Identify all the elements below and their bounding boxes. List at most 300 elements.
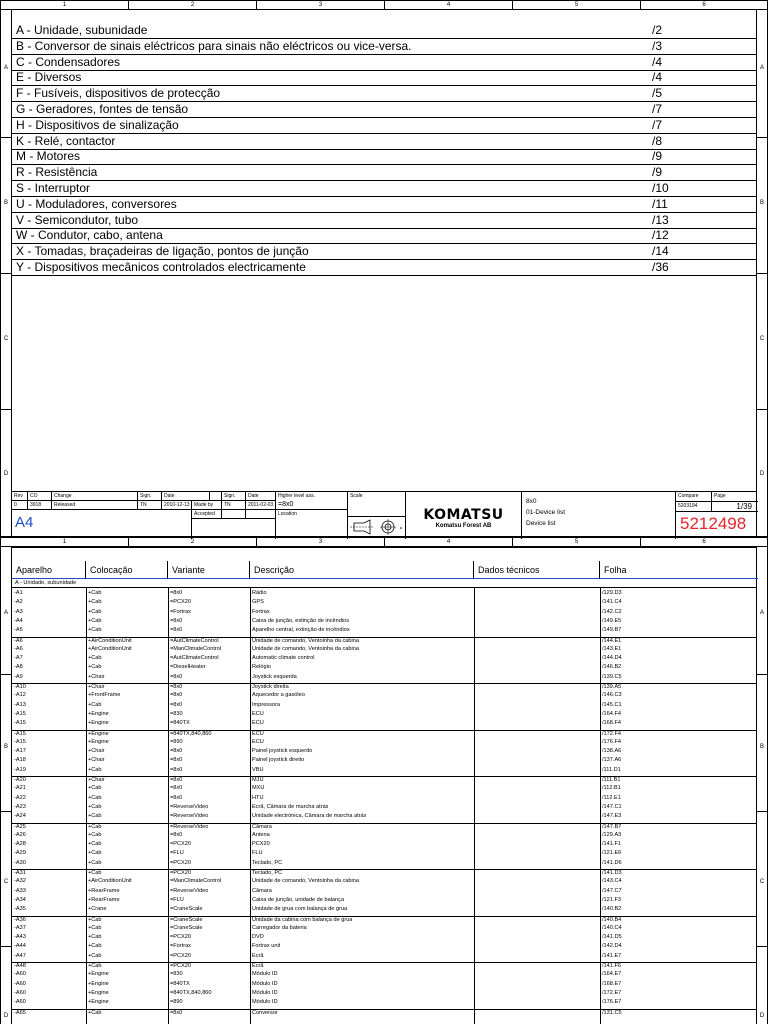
category-row xyxy=(12,55,756,71)
table-cell: -A28 xyxy=(14,841,26,848)
table-cell: =840TX xyxy=(170,980,190,987)
table-cell: Aparelho central, extinção de incêndios xyxy=(252,627,350,634)
accepted-label: Accepted xyxy=(192,510,222,519)
table-cell: -A7 xyxy=(14,655,23,662)
table-cell: -A34 xyxy=(14,896,26,903)
table-row xyxy=(12,813,756,821)
row-letter: D xyxy=(3,1013,9,1019)
category-page-ref: /4 xyxy=(652,70,663,85)
table-cell: +AirConditionUnit xyxy=(88,637,132,644)
table-cell: -A36 xyxy=(14,916,26,923)
table-cell: -A33 xyxy=(14,887,26,894)
table-cell: +FrontFrame xyxy=(88,692,121,699)
table-cell: /139.A5 xyxy=(602,684,622,690)
table-cell: -A20 xyxy=(14,777,26,783)
table-cell: -A25 xyxy=(14,823,26,830)
category-page-ref: /7 xyxy=(652,102,663,116)
rev-label: Rev xyxy=(12,492,28,501)
table-cell: Carregador da bateria xyxy=(252,924,307,931)
table-row xyxy=(12,627,756,635)
table-cell: -A35 xyxy=(14,906,26,913)
row-letter: C xyxy=(3,336,9,342)
category-label: S - Interruptor xyxy=(16,181,91,195)
table-cell: /141.D6 xyxy=(602,859,622,866)
column-number: 2 xyxy=(129,1,257,10)
table-row xyxy=(12,785,756,793)
table-cell: /112.E1 xyxy=(602,794,621,801)
sign2-label: Sign. xyxy=(222,492,246,501)
table-cell: =830 xyxy=(170,710,183,717)
table-cell: -A60 xyxy=(14,971,26,978)
category-row xyxy=(12,134,756,150)
table-cell: +Cab xyxy=(88,831,102,838)
table-cell: -A60 xyxy=(14,999,26,1006)
category-page-ref: /11 xyxy=(652,196,668,211)
table-row xyxy=(12,702,756,710)
table-cell: +Chair xyxy=(88,777,105,783)
table-cell: /141.F6 xyxy=(602,963,621,969)
table-cell: =PCX20 xyxy=(170,952,191,959)
table-cell: =CraneScale xyxy=(170,916,203,923)
category-page-ref: /9 xyxy=(652,165,663,180)
category-label: B - Conversor de sinais eléctricos para sinais não eléctricos ou vice-versa. xyxy=(16,38,412,53)
table-cell: -A15 xyxy=(14,720,26,727)
category-label: M - Motores xyxy=(16,149,81,164)
table-cell: -A60 xyxy=(14,989,26,996)
category-row xyxy=(12,165,756,181)
table-cell: Antena xyxy=(252,831,270,838)
table-cell: -A26 xyxy=(14,831,26,838)
table-cell: -A48 xyxy=(14,963,26,969)
table-cell: -A6 xyxy=(14,645,23,652)
table-cell: -A44 xyxy=(14,943,26,950)
category-row xyxy=(12,86,756,102)
table-row xyxy=(12,832,756,840)
table-cell: +AirConditionUnit xyxy=(88,645,132,652)
table-cell: /141.E7 xyxy=(602,952,622,959)
change-value: Released xyxy=(52,501,138,510)
header-variante: Variante xyxy=(168,561,250,579)
compare-label: Compare xyxy=(676,492,712,502)
column-number: 5 xyxy=(513,538,641,547)
table-cell: -A3 xyxy=(14,608,23,615)
table-cell: =8x0 xyxy=(170,831,183,838)
table-cell: -A9 xyxy=(14,673,23,680)
table-cell: Joystick esquerda xyxy=(252,673,297,680)
table-cell: +Cab xyxy=(88,813,102,820)
table-cell: Painel joystick direito xyxy=(252,757,305,764)
table-row xyxy=(12,599,756,607)
table-row xyxy=(12,757,756,765)
table-cell: -A60 xyxy=(14,980,26,987)
table-row xyxy=(12,664,756,672)
table-cell: Teclado, PC xyxy=(252,859,283,866)
table-cell: /137.A6 xyxy=(602,757,622,764)
section-title: A - Unidade, subunidade xyxy=(12,579,756,588)
table-cell: +Cab xyxy=(88,943,102,950)
table-cell: /172.E7 xyxy=(602,989,622,996)
table-cell: -A15 xyxy=(14,738,26,745)
table-row xyxy=(12,795,756,803)
table-cell: =ReverseVideo xyxy=(170,823,209,830)
table-cell: -A22 xyxy=(14,794,26,801)
table-row xyxy=(12,990,756,998)
table-cell: -A47 xyxy=(14,952,26,959)
column-number: 5 xyxy=(513,1,641,10)
blank-cell xyxy=(222,510,246,519)
header-descricao: Descrição xyxy=(250,561,474,579)
table-cell: /147.B7 xyxy=(602,823,622,830)
row-letter: A xyxy=(759,65,764,71)
table-cell: /142.C2 xyxy=(602,608,622,615)
table-cell: +Chair xyxy=(88,757,105,764)
table-cell: GPS xyxy=(252,599,264,606)
table-cell: /140.B2 xyxy=(602,906,622,913)
category-row xyxy=(12,102,756,118)
table-cell: +Engine xyxy=(88,720,109,727)
table-row xyxy=(12,609,756,617)
table-cell: +Crane xyxy=(88,906,107,913)
table-row xyxy=(12,953,756,961)
row-letter: D xyxy=(3,471,9,477)
category-label: F - Fusíveis, dispositivos de protecção xyxy=(16,86,221,101)
table-cell: /112.B1 xyxy=(602,785,621,792)
table-row xyxy=(12,906,756,914)
table-cell: /168.F4 xyxy=(602,720,621,727)
category-row xyxy=(12,213,756,229)
table-cell: =830 xyxy=(170,971,183,978)
table-cell: Conversor xyxy=(252,1009,278,1016)
column-number: 6 xyxy=(641,1,767,10)
table-cell: -A31 xyxy=(14,870,26,876)
sheet-1-frame xyxy=(11,10,757,537)
table-cell: /172.F4 xyxy=(602,730,621,737)
table-cell: =FLU xyxy=(170,896,184,903)
table-cell: +Engine xyxy=(88,971,109,978)
table-cell: Ecrã, Câmara de marcha atrás xyxy=(252,803,329,810)
table-cell: =CraneScale xyxy=(170,906,203,913)
made-by-label: Made by xyxy=(192,501,222,510)
title-line-3: Device list xyxy=(526,520,556,527)
title-line-1: 8x0 xyxy=(526,498,537,505)
table-cell: +Engine xyxy=(88,730,109,737)
table-cell: -A2 xyxy=(14,599,23,606)
category-label: X - Tomadas, braçadeiras de ligação, pontos de junção xyxy=(16,244,309,259)
table-cell: =Fortrax xyxy=(170,608,191,615)
table-cell: /144.E1 xyxy=(602,637,622,644)
table-cell: -A32 xyxy=(14,878,26,885)
table-row xyxy=(12,823,756,831)
scale-label: Scale xyxy=(348,492,406,516)
table-cell: =ManClimateControl xyxy=(170,645,222,652)
table-cell: =8x0 xyxy=(170,673,183,680)
table-cell: +Cab xyxy=(88,850,102,857)
table-cell: /164.F4 xyxy=(602,710,621,717)
table-cell: =PCX20 xyxy=(170,841,191,848)
table-cell: Fortrax xyxy=(252,608,270,615)
table-cell: +Cab xyxy=(88,1009,102,1016)
table-row xyxy=(12,637,756,645)
category-label: K - Relé, contactor xyxy=(16,133,116,148)
row-letter: B xyxy=(759,200,764,206)
table-cell: Caixa de junção, extinção de incêndios xyxy=(252,617,350,624)
table-cell: -A29 xyxy=(14,850,26,857)
table-row xyxy=(12,655,756,663)
table-cell: -A17 xyxy=(14,748,26,755)
table-cell: =8x0 xyxy=(170,590,183,596)
table-row xyxy=(12,925,756,933)
projection-symbol xyxy=(348,516,406,539)
table-cell: /176.F4 xyxy=(602,738,621,745)
table-cell: =8x0 xyxy=(170,684,183,690)
table-cell: /176.E7 xyxy=(602,999,622,1006)
row-letter: C xyxy=(759,336,765,342)
category-label: G - Geradores, fontes de tensão xyxy=(16,102,189,116)
category-row xyxy=(12,118,756,134)
table-cell: =PCX20 xyxy=(170,934,191,941)
table-cell: =ReverseVideo xyxy=(170,887,209,894)
sheet-2 xyxy=(0,537,768,1024)
table-cell: -A12 xyxy=(14,692,26,699)
table-cell: Câmara xyxy=(252,887,272,894)
column-number: 6 xyxy=(641,538,767,547)
table-row xyxy=(12,618,756,626)
table-cell: +Cab xyxy=(88,963,102,969)
table-cell: +Cab xyxy=(88,823,102,830)
table-cell: /140.B4 xyxy=(602,916,622,923)
table-cell: /142.D4 xyxy=(602,943,622,950)
category-row xyxy=(12,260,756,276)
table-cell: =PCX20 xyxy=(170,599,191,606)
table-row xyxy=(12,981,756,989)
table-cell: ECU xyxy=(252,710,264,717)
table-cell: +RearFrame xyxy=(88,896,120,903)
table-cell: -A6 xyxy=(14,637,23,644)
table-cell: +Cab xyxy=(88,859,102,866)
title-block xyxy=(12,491,756,538)
blank-cell xyxy=(210,492,222,501)
category-row xyxy=(12,23,756,39)
table-cell: =AutClimateControl xyxy=(170,655,219,662)
category-row xyxy=(12,197,756,213)
table-cell: +Cab xyxy=(88,952,102,959)
table-cell: Ecrã xyxy=(252,952,264,959)
category-page-ref: /3 xyxy=(652,38,663,53)
page-label: Page xyxy=(712,492,758,502)
table-cell: DVD xyxy=(252,934,264,941)
row-letter: C xyxy=(3,879,9,885)
made-by-value: TN xyxy=(222,501,246,510)
table-cell: +Cab xyxy=(88,841,102,848)
table-cell: Painel joystick esquerdo xyxy=(252,748,313,755)
third-angle-projection-icon xyxy=(350,517,406,537)
row-letter: D xyxy=(759,1013,765,1019)
higher-level-label: Higher level ass. xyxy=(276,492,348,501)
table-cell: =PCX20 xyxy=(170,963,191,969)
table-cell: FLU xyxy=(252,850,263,857)
table-cell: -A19 xyxy=(14,766,26,773)
table-cell: Unidade de grua com balança de grua xyxy=(252,906,348,913)
table-row xyxy=(12,683,756,691)
date2-label: Date xyxy=(246,492,276,501)
table-cell: +Cab xyxy=(88,627,102,634)
table-row xyxy=(12,888,756,896)
change-label: Change xyxy=(52,492,138,501)
table-row xyxy=(12,943,756,951)
table-row xyxy=(12,590,756,598)
table-row xyxy=(12,767,756,775)
table-cell: /144.D4 xyxy=(602,655,622,662)
table-cell: /141.F1 xyxy=(602,841,621,848)
table-cell: MXU xyxy=(252,785,265,792)
table-cell: Unidade de comando, Ventoinha da cabina xyxy=(252,878,359,885)
row-letter: A xyxy=(759,610,764,616)
blank-cell xyxy=(246,510,276,519)
table-cell: Módulo ID xyxy=(252,980,278,987)
row-letter: A xyxy=(3,65,8,71)
table-cell: =8x0 xyxy=(170,748,183,755)
table-cell: +Cab xyxy=(88,655,102,662)
table-cell: +Cab xyxy=(88,599,102,606)
table-cell: PCX20 xyxy=(252,841,270,848)
table-cell: +Cab xyxy=(88,617,102,624)
table-cell: Joystick direita xyxy=(252,684,289,690)
column-number: 1 xyxy=(1,538,129,547)
sign-value: TN xyxy=(138,501,162,510)
table-cell: /140.C4 xyxy=(602,924,622,931)
table-cell: +Cab xyxy=(88,803,102,810)
table-cell: =PCX20 xyxy=(170,870,191,876)
table-cell: /121.F3 xyxy=(602,896,621,903)
table-cell: ECU xyxy=(252,720,264,727)
table-cell: =ManClimateControl xyxy=(170,878,222,885)
table-cell: /141.D5 xyxy=(602,934,622,941)
table-cell: =8x0 xyxy=(170,794,183,801)
table-cell: Unidade de comando, Ventoinha da cabina xyxy=(252,637,359,644)
table-row xyxy=(12,971,756,979)
table-cell: -A4 xyxy=(14,617,23,624)
category-page-ref: /12 xyxy=(652,228,669,243)
table-cell: Teclado, PC xyxy=(252,870,283,876)
row-letter: B xyxy=(3,744,8,750)
category-row xyxy=(12,70,756,86)
table-cell: -A37 xyxy=(14,924,26,931)
table-cell: =840TX,840,860 xyxy=(170,730,212,737)
table-cell: +Cab xyxy=(88,701,102,708)
header-aparelho: Aparelho xyxy=(12,561,86,579)
table-cell: +Cab xyxy=(88,664,102,671)
table-cell: Módulo ID xyxy=(252,971,278,978)
category-label: A - Unidade, subunidade xyxy=(16,23,148,37)
blank-cell xyxy=(192,519,276,539)
table-cell: /145.C1 xyxy=(602,701,622,708)
table-cell: /143.C4 xyxy=(602,878,622,885)
category-page-ref: /7 xyxy=(652,117,663,132)
table-cell: -A65 xyxy=(14,1009,26,1016)
table-cell: HTU xyxy=(252,794,264,801)
table-row xyxy=(12,720,756,728)
column-number: 1 xyxy=(1,1,129,10)
table-cell: /147.C1 xyxy=(602,803,622,810)
table-cell: /149.E5 xyxy=(602,617,622,624)
table-cell: Módulo ID xyxy=(252,999,278,1006)
category-page-ref: /13 xyxy=(652,212,669,227)
category-row xyxy=(12,244,756,260)
table-cell: ECU xyxy=(252,730,264,737)
row-letter: B xyxy=(759,744,764,750)
row-letter: D xyxy=(759,471,765,477)
table-cell: /146.C3 xyxy=(602,692,622,699)
table-cell: /121.E6 xyxy=(602,850,622,857)
table-cell: +Cab xyxy=(88,934,102,941)
table-row xyxy=(12,739,756,747)
table-row xyxy=(12,916,756,924)
category-row xyxy=(12,39,756,55)
table-cell: /149.B7 xyxy=(602,627,622,634)
category-page-ref: /36 xyxy=(652,260,669,274)
row-letter: B xyxy=(3,200,8,206)
higher-level-value: =8x0 xyxy=(276,501,348,510)
page-value: 1/39 xyxy=(712,502,758,512)
table-cell: Automatic climate control xyxy=(252,655,315,662)
made-date: 2011-02-03 xyxy=(246,501,276,510)
table-cell: =8x0 xyxy=(170,1009,183,1016)
table-cell: Impressora xyxy=(252,701,280,708)
table-row xyxy=(12,897,756,905)
table-cell: +Chair xyxy=(88,673,105,680)
column-number: 3 xyxy=(257,538,385,547)
table-cell: /138.A6 xyxy=(602,748,622,755)
table-cell: Rádio xyxy=(252,590,267,596)
category-page-ref: /8 xyxy=(652,133,663,148)
table-cell: -A43 xyxy=(14,934,26,941)
format-label: A4 xyxy=(12,510,192,539)
table-cell: +Engine xyxy=(88,999,109,1006)
table-cell: +Engine xyxy=(88,980,109,987)
company-logo xyxy=(406,492,522,539)
column-number: 4 xyxy=(385,1,513,10)
table-cell: =8x0 xyxy=(170,757,183,764)
table-row xyxy=(12,748,756,756)
category-row xyxy=(12,228,756,244)
table-cell: +Cab xyxy=(88,924,102,931)
table-cell: -A15 xyxy=(14,730,26,737)
date-label: Date xyxy=(162,492,210,501)
table-row xyxy=(12,934,756,942)
table-cell: =CraneScale xyxy=(170,924,203,931)
header-folha: Folha xyxy=(600,561,758,579)
table-cell: /147.C7 xyxy=(602,887,622,894)
table-row xyxy=(12,776,756,784)
category-page-ref: /4 xyxy=(652,54,663,69)
komatsu-logo: KOMATSU xyxy=(423,507,504,523)
compare-value: 5203194 xyxy=(676,502,712,512)
row-letter: C xyxy=(759,879,765,885)
table-cell: =Fortrax xyxy=(170,943,191,950)
table-cell: Relógio xyxy=(252,664,271,671)
table-cell: -A18 xyxy=(14,757,26,764)
date-value: 2010-12-13 xyxy=(162,501,192,510)
table-cell: -A30 xyxy=(14,859,26,866)
table-cell: -A13 xyxy=(14,701,26,708)
table-cell: -A24 xyxy=(14,813,26,820)
table-cell: Aquecedor a gasóleo xyxy=(252,692,305,699)
document-number: 5212498 xyxy=(680,514,747,533)
table-cell: =8x0 xyxy=(170,785,183,792)
table-cell: -A23 xyxy=(14,803,26,810)
table-row xyxy=(12,711,756,719)
sign-label: Sign. xyxy=(138,492,162,501)
